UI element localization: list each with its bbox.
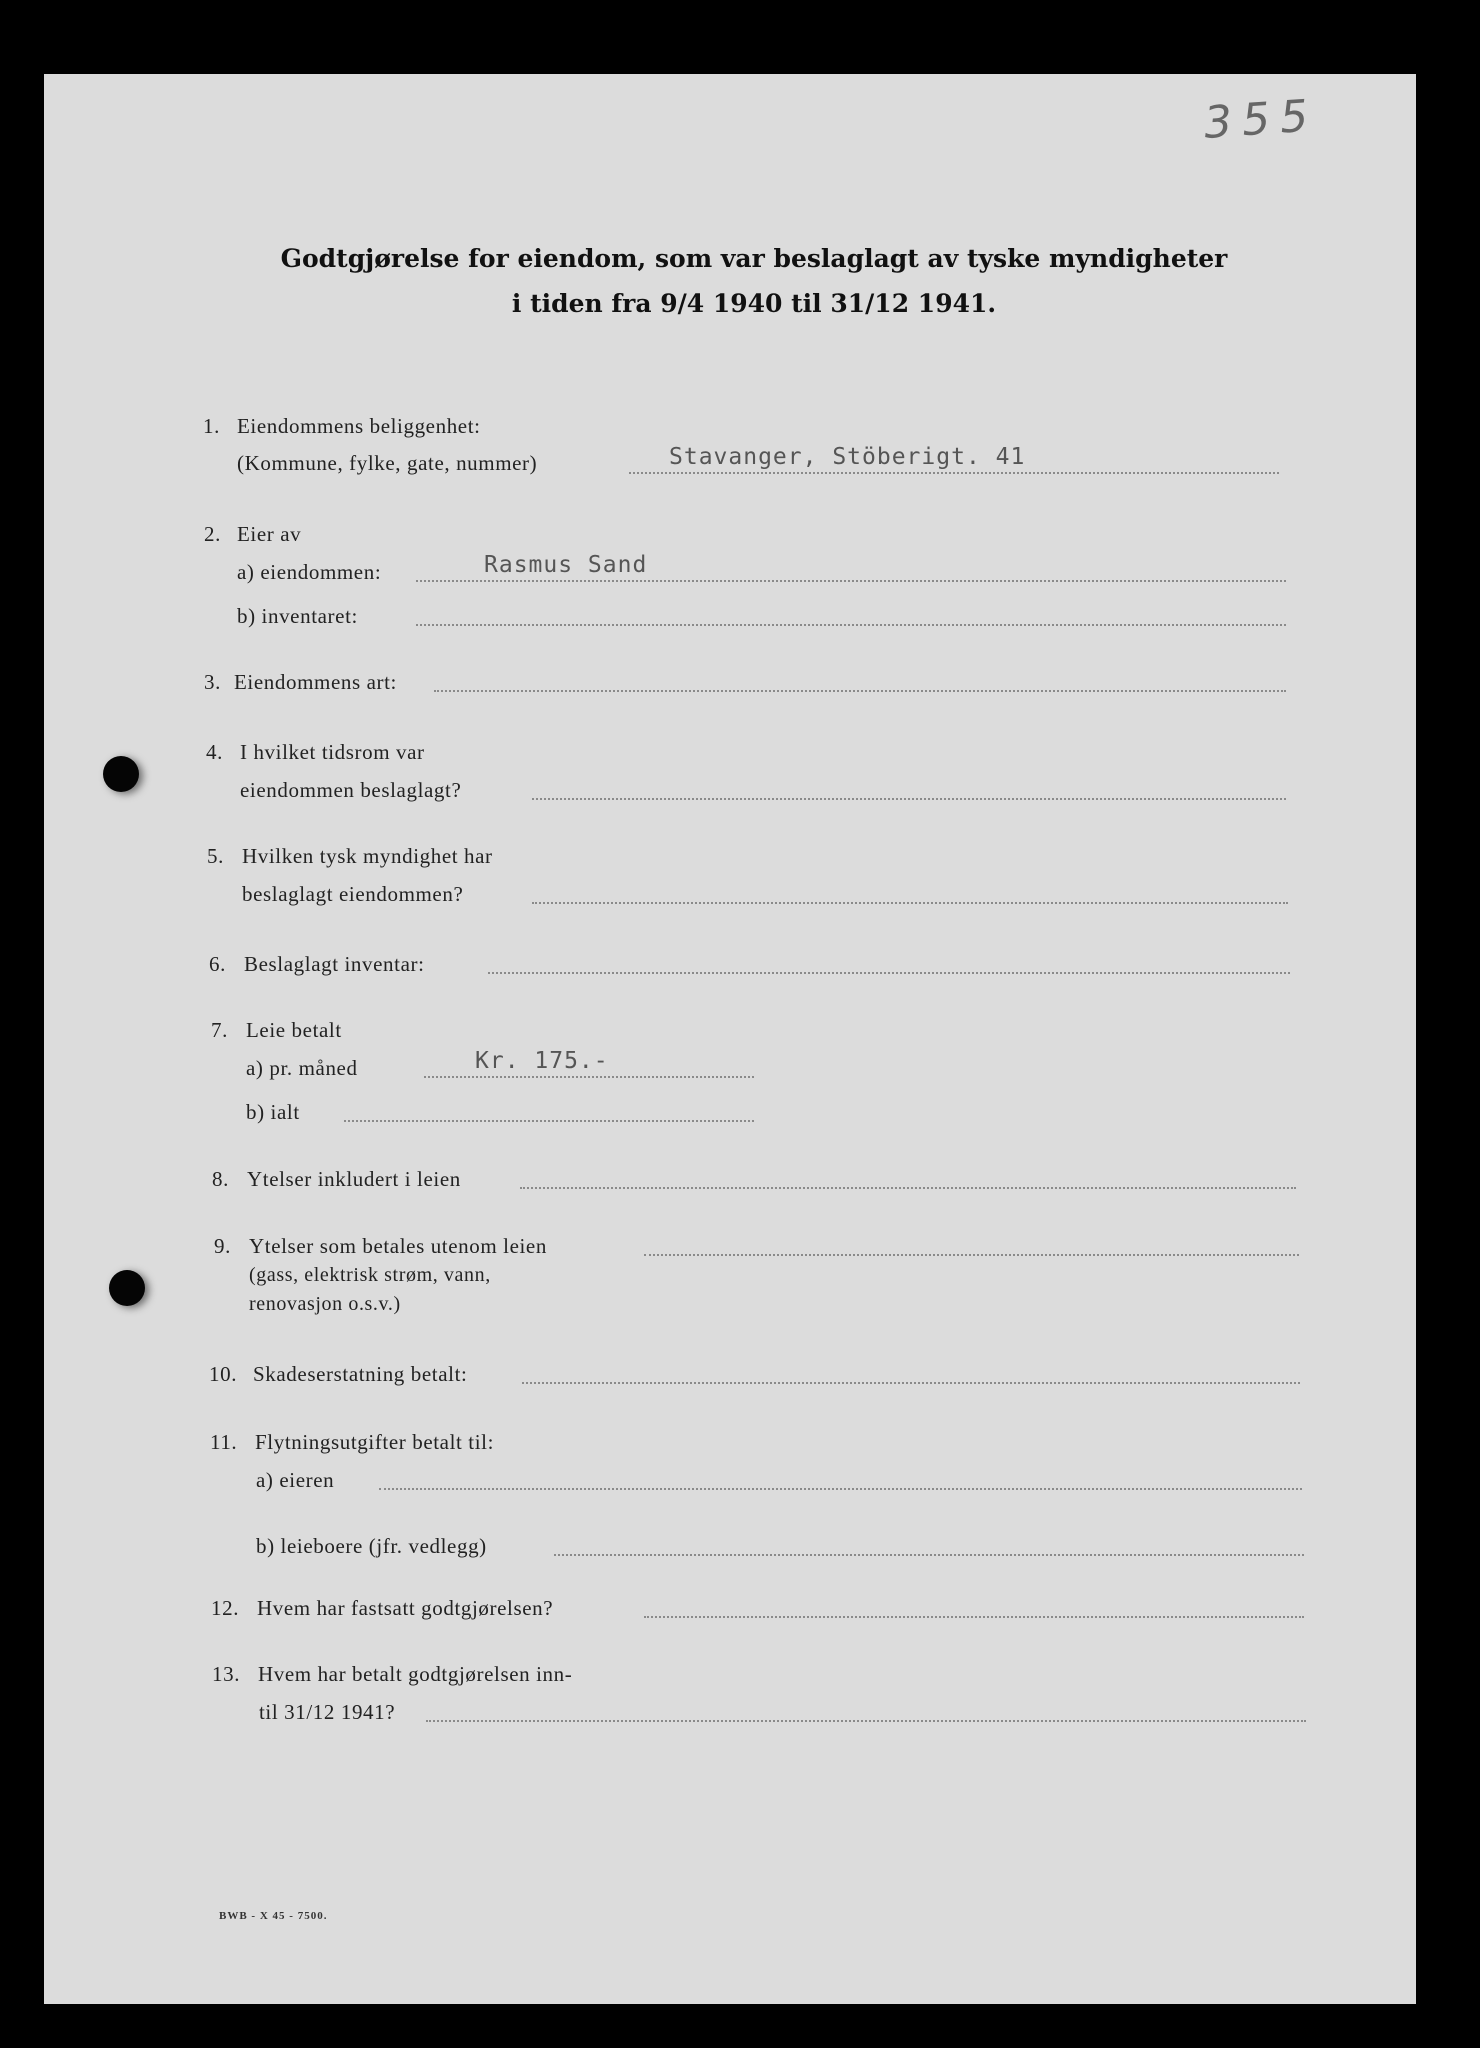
item-8-number: 8. (212, 1167, 229, 1191)
item-11a-label: a) eieren (256, 1468, 335, 1492)
handwritten-page-number: 355 (1202, 90, 1320, 149)
punch-hole-lower (109, 1270, 145, 1306)
item-11b-answer-line[interactable] (554, 1554, 1304, 1556)
item-5-sublabel: beslaglagt eiendommen? (242, 882, 464, 906)
item-13-number: 13. (212, 1662, 241, 1686)
item-13-label: Hvem har betalt godtgjørelsen inn- (258, 1662, 573, 1686)
item-2a-answer-line[interactable] (416, 580, 1286, 582)
item-2a-answer: Rasmus Sand (484, 552, 648, 578)
item-3-label: Eiendommens art: (234, 670, 397, 694)
item-12-number: 12. (211, 1596, 240, 1620)
form-title: Godtgjørelse for eiendom, som var beslaglagt av tyske myndigheter (280, 244, 1228, 273)
item-4-answer-line[interactable] (532, 798, 1286, 800)
item-2a-label: a) eiendommen: (237, 560, 382, 584)
item-5-number: 5. (207, 844, 224, 868)
item-11b-label: b) leieboere (jfr. vedlegg) (256, 1534, 487, 1558)
item-12-answer-line[interactable] (644, 1616, 1304, 1618)
item-10-answer-line[interactable] (522, 1382, 1300, 1384)
item-5-answer-line[interactable] (532, 902, 1288, 904)
form-subtitle: i tiden fra 9/4 1940 til 31/12 1941. (511, 289, 997, 318)
item-2-number: 2. (204, 522, 221, 546)
item-1-answer-line[interactable] (629, 472, 1279, 474)
item-7-label: Leie betalt (246, 1018, 342, 1042)
item-7-number: 7. (211, 1018, 228, 1042)
item-13-sublabel: til 31/12 1941? (259, 1700, 396, 1724)
item-10-number: 10. (209, 1362, 238, 1386)
item-9-number: 9. (214, 1234, 231, 1258)
item-6-label: Beslaglagt inventar: (244, 952, 425, 976)
item-5-label: Hvilken tysk myndighet har (242, 844, 493, 868)
item-10-label: Skadeserstatning betalt: (253, 1362, 468, 1386)
item-1-answer: Stavanger, Stöberigt. 41 (669, 444, 1026, 470)
form-page (44, 74, 1416, 2004)
item-9-answer-line[interactable] (644, 1254, 1299, 1256)
item-2b-answer-line[interactable] (416, 624, 1286, 626)
item-8-answer-line[interactable] (520, 1187, 1296, 1189)
item-4-number: 4. (206, 740, 223, 764)
item-9-sublabel-1: (gass, elektrisk strøm, vann, (249, 1264, 491, 1286)
item-7a-answer-line[interactable] (424, 1076, 754, 1078)
item-1-sublabel: (Kommune, fylke, gate, nummer) (237, 451, 538, 475)
item-11-number: 11. (210, 1430, 238, 1454)
item-2-label: Eier av (237, 522, 302, 546)
item-7a-label: a) pr. måned (246, 1056, 358, 1080)
item-3-number: 3. (204, 670, 221, 694)
item-6-answer-line[interactable] (488, 972, 1290, 974)
item-2b-label: b) inventaret: (237, 604, 358, 628)
printer-code: BWB - X 45 - 7500. (219, 1910, 328, 1922)
item-6-number: 6. (209, 952, 226, 976)
punch-hole-upper (103, 756, 139, 792)
item-9-sublabel-2: renovasjon o.s.v.) (249, 1293, 401, 1315)
item-7b-answer-line[interactable] (344, 1120, 754, 1122)
item-13-answer-line[interactable] (426, 1720, 1306, 1722)
item-7a-answer: Kr. 175.- (475, 1048, 609, 1074)
item-11a-answer-line[interactable] (379, 1488, 1302, 1490)
item-3-answer-line[interactable] (434, 690, 1286, 692)
item-4-sublabel: eiendommen beslaglagt? (240, 778, 462, 802)
item-8-label: Ytelser inkludert i leien (247, 1167, 461, 1191)
item-1-number: 1. (203, 414, 220, 438)
item-12-label: Hvem har fastsatt godtgjørelsen? (257, 1596, 554, 1620)
item-7b-label: b) ialt (246, 1100, 300, 1124)
item-1-label: Eiendommens beliggenhet: (237, 414, 481, 438)
item-9-label: Ytelser som betales utenom leien (249, 1234, 547, 1258)
item-11-label: Flytningsutgifter betalt til: (255, 1430, 495, 1454)
item-4-label: I hvilket tidsrom var (240, 740, 425, 764)
